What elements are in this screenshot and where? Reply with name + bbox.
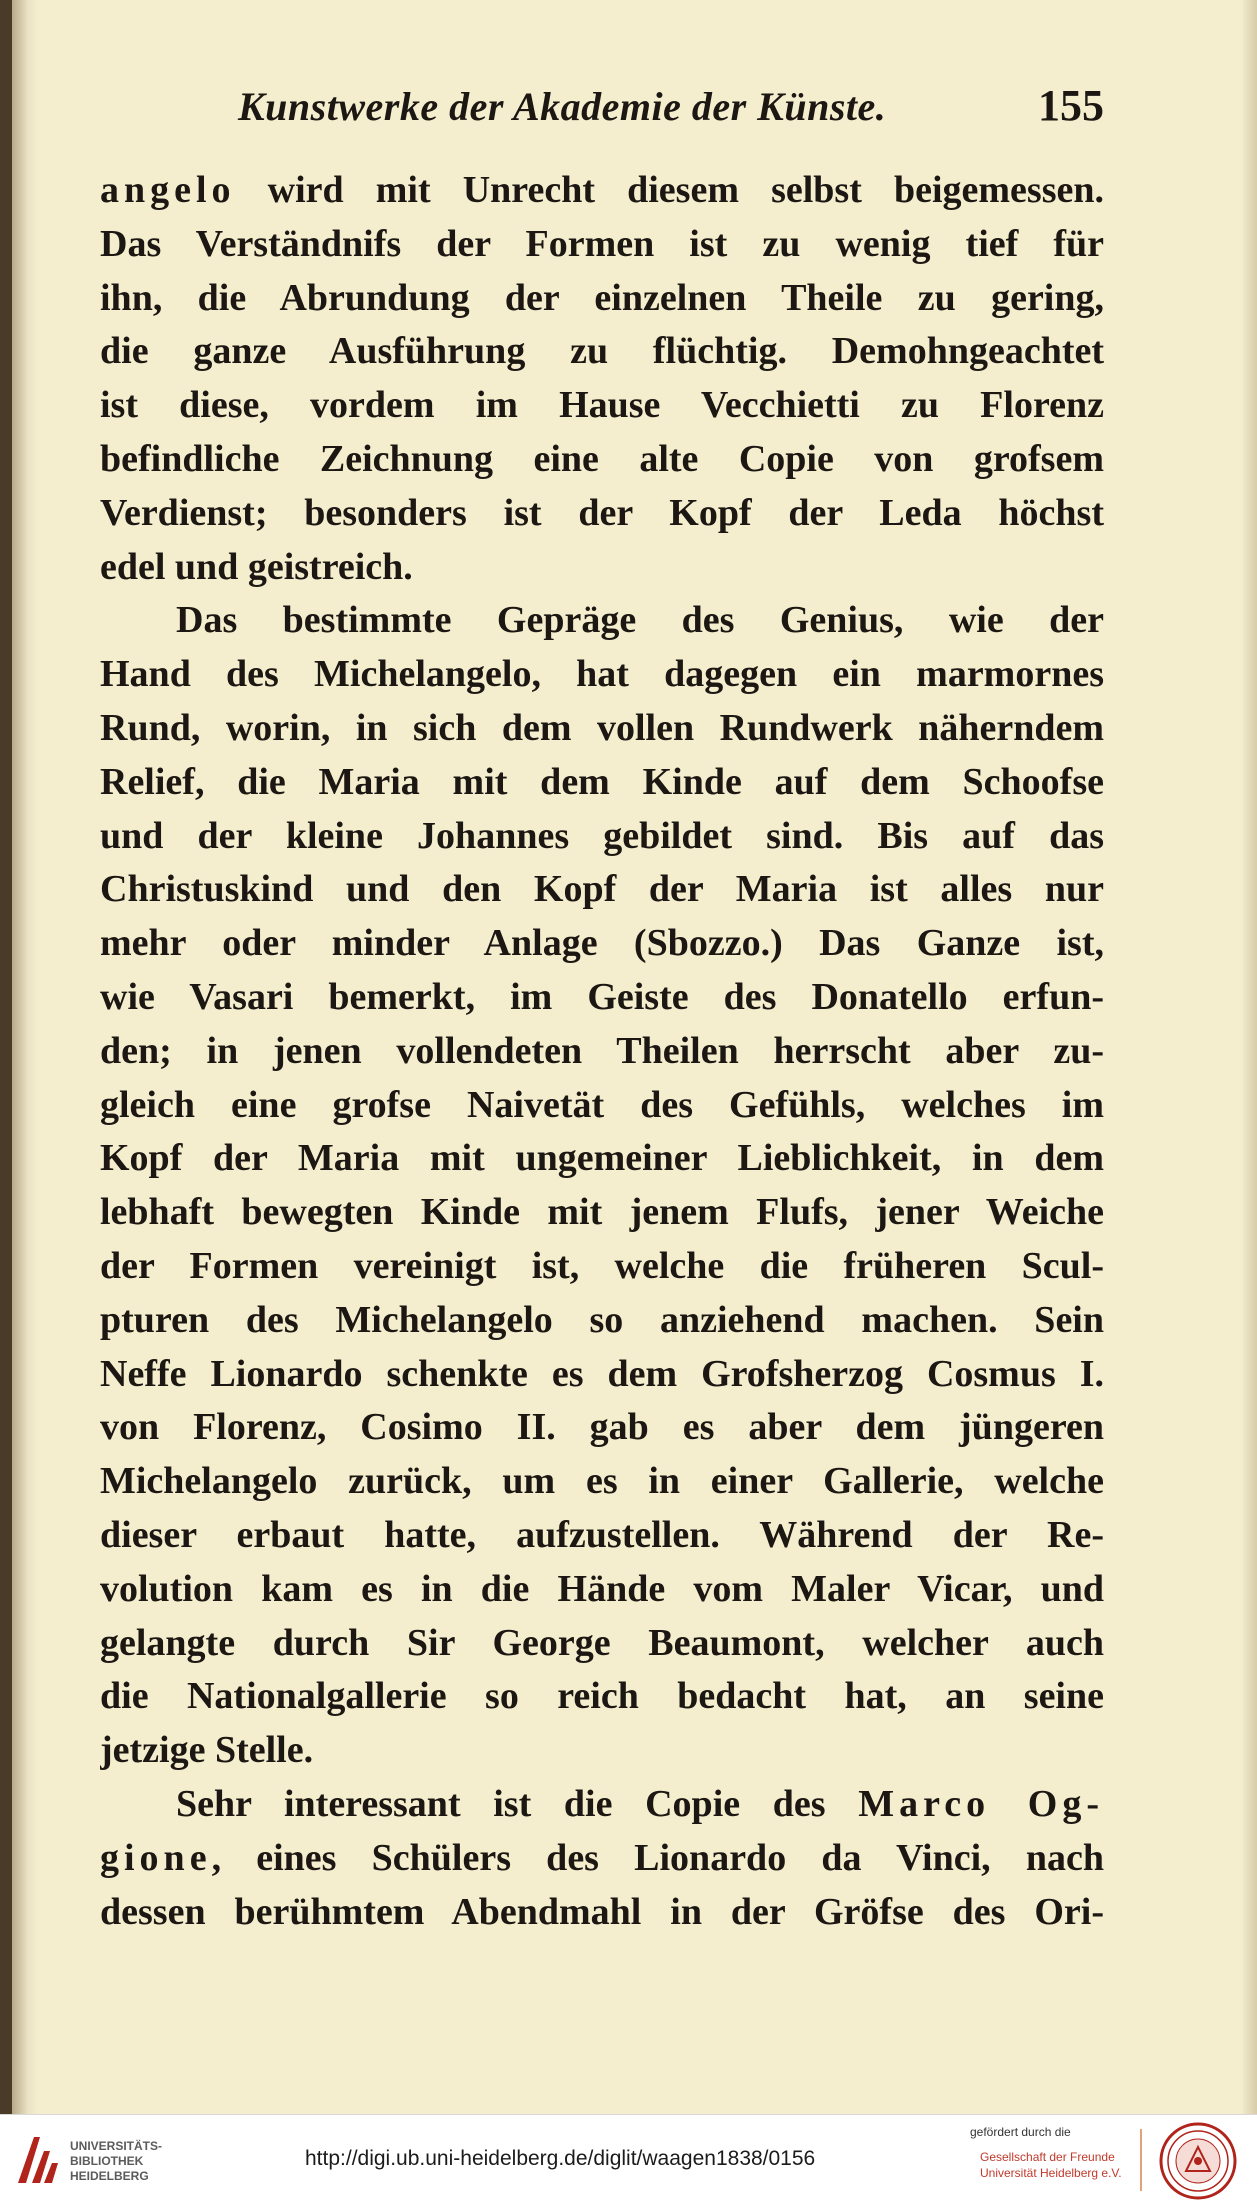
text-line: [100, 1670, 1104, 1724]
text-line: [100, 1455, 1104, 1509]
text-line-segment: Rund, worin, in sich dem vollen Rundwerk näherndem: [100, 706, 1104, 749]
university-seal-icon[interactable]: [1158, 2121, 1238, 2201]
text-line-segment: , eines Schülers des Lionardo da Vinci, nach: [211, 1836, 1104, 1879]
text-line: [100, 756, 1104, 810]
text-line-segment: von Florenz, Cosimo II. gab es aber dem jüngeren: [100, 1406, 1104, 1449]
text-line-segment: und der kleine Johannes gebildet sind. Bis auf das: [100, 814, 1104, 857]
text-line-segment: mehr oder minder Anlage (Sbozzo.) Das Ganze ist,: [100, 922, 1104, 965]
text-line-segment: Das bestimmte Gepräge des Genius, wie der: [176, 599, 1104, 642]
text-line-segment: Michelangelo zurück, um es in einer Gallerie, welche: [100, 1460, 1104, 1503]
text-line: [100, 1132, 1104, 1186]
text-line-segment: gelangte durch Sir George Beaumont, welcher auch: [100, 1621, 1104, 1664]
text-line: [100, 218, 1104, 272]
text-line: [100, 1294, 1104, 1348]
text-line-segment: dieser erbaut hatte, aufzustellen. Während der Re-: [100, 1513, 1104, 1556]
library-name[interactable]: [70, 2139, 162, 2184]
running-title: Kunstwerke der Akademie der Künste.: [238, 84, 887, 129]
text-line-segment: ihn, die Abrundung der einzelnen Theile zu gering,: [100, 276, 1104, 319]
text-line-segment: pturen des Michelangelo so anziehend machen. Sein: [100, 1298, 1104, 1341]
text-line: [100, 1079, 1104, 1133]
text-line: [100, 1724, 1104, 1778]
text-line: [100, 594, 1104, 648]
text-line-segment: gleich eine grofse Naivetät des Gefühls, welches im: [100, 1083, 1104, 1126]
text-line: [100, 1240, 1104, 1294]
footer-divider: [1140, 2129, 1142, 2191]
spine-shadow: [12, 0, 38, 2114]
text-line-segment: wird mit Unrecht diesem selbst beigemessen.: [235, 169, 1104, 211]
text-line-segment: edel und geistreich.: [100, 545, 413, 588]
text-line: [100, 1186, 1104, 1240]
text-line: [100, 1886, 1104, 1940]
sponsor-label: gefördert durch die: [970, 2125, 1071, 2139]
text-line: [100, 1832, 1104, 1886]
text-line-segment: Christuskind und den Kopf der Maria ist alles nur: [100, 868, 1104, 911]
text-line: [100, 1509, 1104, 1563]
text-line: [100, 379, 1104, 433]
body-text: [100, 164, 1104, 1939]
text-line: [100, 917, 1104, 971]
text-line-segment: ist diese, vordem im Hause Vecchietti zu Florenz: [100, 384, 1104, 427]
text-line: [100, 1348, 1104, 1402]
text-line-segment: befindliche Zeichnung eine alte Copie von grofsem: [100, 437, 1104, 480]
text-line-spaced-segment: gione: [100, 1836, 212, 1879]
page-content: [100, 80, 1104, 1939]
text-line: [100, 1617, 1104, 1671]
book-spine: [0, 0, 12, 2114]
footer-bar: [0, 2114, 1257, 2205]
sponsor-name[interactable]: [980, 2149, 1122, 2181]
text-line-segment: volution kam es in die Hände vom Maler Vicar, und: [100, 1567, 1104, 1610]
page-edge: [1243, 0, 1257, 2114]
text-line-segment: der Formen vereinigt ist, welche die früheren Scul-: [100, 1244, 1104, 1287]
text-line: [100, 164, 1104, 218]
text-line: [100, 272, 1104, 326]
page-number: 155: [1038, 81, 1104, 130]
text-line: [100, 1563, 1104, 1617]
text-line-segment: wie Vasari bemerkt, im Geiste des Donatello erfun-: [100, 975, 1104, 1018]
text-line-segment: den; in jenen vollendeten Theilen herrscht aber zu-: [100, 1029, 1104, 1072]
library-name-line: UNIVERSITÄTS-: [70, 2139, 163, 2153]
text-line: [100, 1025, 1104, 1079]
text-line: [100, 863, 1104, 917]
library-name-line: BIBLIOTHEK: [70, 2154, 144, 2168]
text-line-segment: Relief, die Maria mit dem Kinde auf dem Schoofse: [100, 760, 1104, 803]
text-line-spaced-segment: angelo: [100, 169, 236, 211]
text-line: [100, 810, 1104, 864]
sponsor-name-line: Universität Heidelberg e.V.: [980, 2166, 1122, 2180]
text-line-segment: jetzige Stelle.: [100, 1729, 314, 1772]
text-line-segment: Neffe Lionardo schenkte es dem Grofsherzog Cosmus I.: [100, 1352, 1104, 1395]
text-line-spaced-segment: Marco Og-: [858, 1782, 1104, 1825]
text-line-segment: Verdienst; besonders ist der Kopf der Leda höchst: [100, 491, 1104, 534]
text-line-segment: die Nationalgallerie so reich bedacht hat, an seine: [100, 1675, 1104, 1718]
text-line-segment: lebhaft bewegten Kinde mit jenem Flufs, jener Weiche: [100, 1191, 1104, 1234]
text-line: [100, 971, 1104, 1025]
text-line-segment: Sehr interessant ist die Copie des: [176, 1782, 859, 1825]
text-line: [100, 541, 1104, 595]
running-head: [100, 80, 1104, 150]
text-line: [100, 648, 1104, 702]
text-line-segment: Hand des Michelangelo, hat dagegen ein marmornes: [100, 653, 1104, 696]
permalink-url[interactable]: http://digi.ub.uni-heidelberg.de/diglit/waagen1838/0156: [305, 2147, 816, 2170]
library-name-line: HEIDELBERG: [70, 2169, 149, 2183]
text-line-segment: dessen berühmtem Abendmahl in der Gröfse des Ori-: [100, 1890, 1104, 1933]
text-line: [100, 1778, 1104, 1832]
university-library-logo-icon[interactable]: [14, 2133, 62, 2187]
text-line-segment: Das Verständnifs der Formen ist zu wenig tief für: [100, 222, 1104, 265]
text-line: [100, 433, 1104, 487]
text-line: [100, 325, 1104, 379]
text-line: [100, 1401, 1104, 1455]
text-line: [100, 487, 1104, 541]
text-line-segment: die ganze Ausführung zu flüchtig. Demohngeachtet: [100, 330, 1104, 373]
text-line: [100, 702, 1104, 756]
text-line-segment: Kopf der Maria mit ungemeiner Lieblichkeit, in dem: [100, 1137, 1104, 1180]
sponsor-name-line: Gesellschaft der Freunde: [980, 2150, 1115, 2164]
